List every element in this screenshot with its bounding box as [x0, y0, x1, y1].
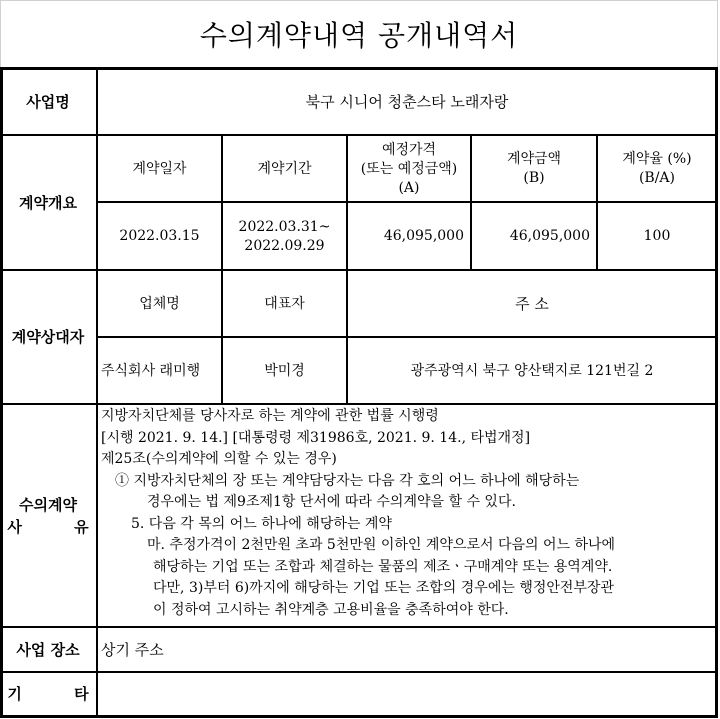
- document-title: 수의계약내역 공개내역서: [199, 18, 519, 52]
- header-contract-rate-l2: (B/A): [638, 170, 676, 186]
- header-address: 주 소: [515, 294, 549, 313]
- contract-period-end: 2022.09.29: [244, 237, 325, 254]
- header-representative: 대표자: [264, 295, 305, 312]
- contract-date: 2022.03.15: [119, 228, 200, 244]
- reason-line: 해당하는 기업 또는 조합과 체결하는 물품의 제조ㆍ구매계약 또는 용역계약.: [153, 558, 613, 575]
- reason-line: 다만, 3)부터 6)까지에 해당하는 기업 또는 조합의 경우에는 행정안전부장관: [153, 580, 614, 596]
- header-contract-period: 계약기간: [257, 160, 312, 177]
- header-contract-amount-l2: (B): [523, 170, 545, 186]
- header-estimated-price-l2: (또는 예정금액): [360, 160, 458, 177]
- header-contract-amount-l1: 계약금액: [506, 151, 562, 167]
- reason-text: [101, 406, 713, 621]
- contract-rate: 100: [643, 228, 671, 244]
- company-address: 광주광역시 북구 양산택지로 121번길 2: [410, 362, 654, 379]
- reason-line: 제25조(수의계약에 의할 수 있는 경우): [101, 451, 337, 467]
- reason-label: [0, 405, 96, 627]
- reason-line: 지방자치단체를 당사자로 하는 계약에 관한 법률 시행령: [101, 408, 439, 424]
- header-estimated-price-l3: (A): [398, 179, 420, 196]
- contract-period: [223, 203, 346, 270]
- header-contract-date: 계약일자: [132, 160, 187, 177]
- header-contract-amount: [472, 136, 596, 202]
- header-company: 업체명: [139, 295, 180, 312]
- reason-label-l2: 사 유: [7, 518, 89, 536]
- reason-line: 이 정하여 고시하는 취약계층 고용비율을 충족하여야 한다.: [153, 601, 509, 618]
- etc-value: [101, 673, 713, 716]
- header-contract-rate-l1: 계약율 (%): [622, 151, 692, 167]
- estimated-price: 46,095,000: [383, 228, 464, 244]
- etc-label: 기 타: [7, 685, 89, 703]
- contract-amount: 46,095,000: [509, 228, 590, 244]
- header-estimated-price-l1: 예정가격: [381, 141, 437, 158]
- reason-line: 5. 다음 각 목의 어느 하나에 해당하는 계약: [131, 515, 392, 532]
- overview-label: 계약개요: [19, 193, 77, 212]
- representative-name: 박미경: [264, 362, 305, 379]
- header-estimated-price: [348, 136, 470, 202]
- reason-line: 마. 추정가격이 2천만원 초과 5천만원 이하인 계약으로서 다음의 어느 하나에: [147, 537, 616, 553]
- contract-period-start: 2022.03.31~: [238, 218, 331, 235]
- reason-line: 경우에는 법 제9조제1항 단서에 따라 수의계약을 할 수 있다.: [147, 494, 516, 510]
- location-label: 사업 장소: [16, 640, 80, 659]
- reason-line: [시행 2021. 9. 14.] [대통령령 제31986호, 2021. 9. 14., 타법개정]: [101, 429, 531, 446]
- company-name: 주식회사 래미행: [101, 362, 201, 379]
- project-label: 사업명: [26, 92, 70, 111]
- reason-line: ① 지방자치단체의 장 또는 계약담당자는 다음 각 호의 어느 하나에 해당하는: [115, 472, 580, 489]
- counterparty-label: 계약상대자: [11, 328, 85, 346]
- location-value: 상기 주소: [101, 640, 164, 659]
- header-contract-rate: [598, 136, 716, 202]
- reason-label-l1: 수의계약: [19, 496, 77, 514]
- project-name: 북구 시니어 청춘스타 노래자랑: [305, 92, 509, 111]
